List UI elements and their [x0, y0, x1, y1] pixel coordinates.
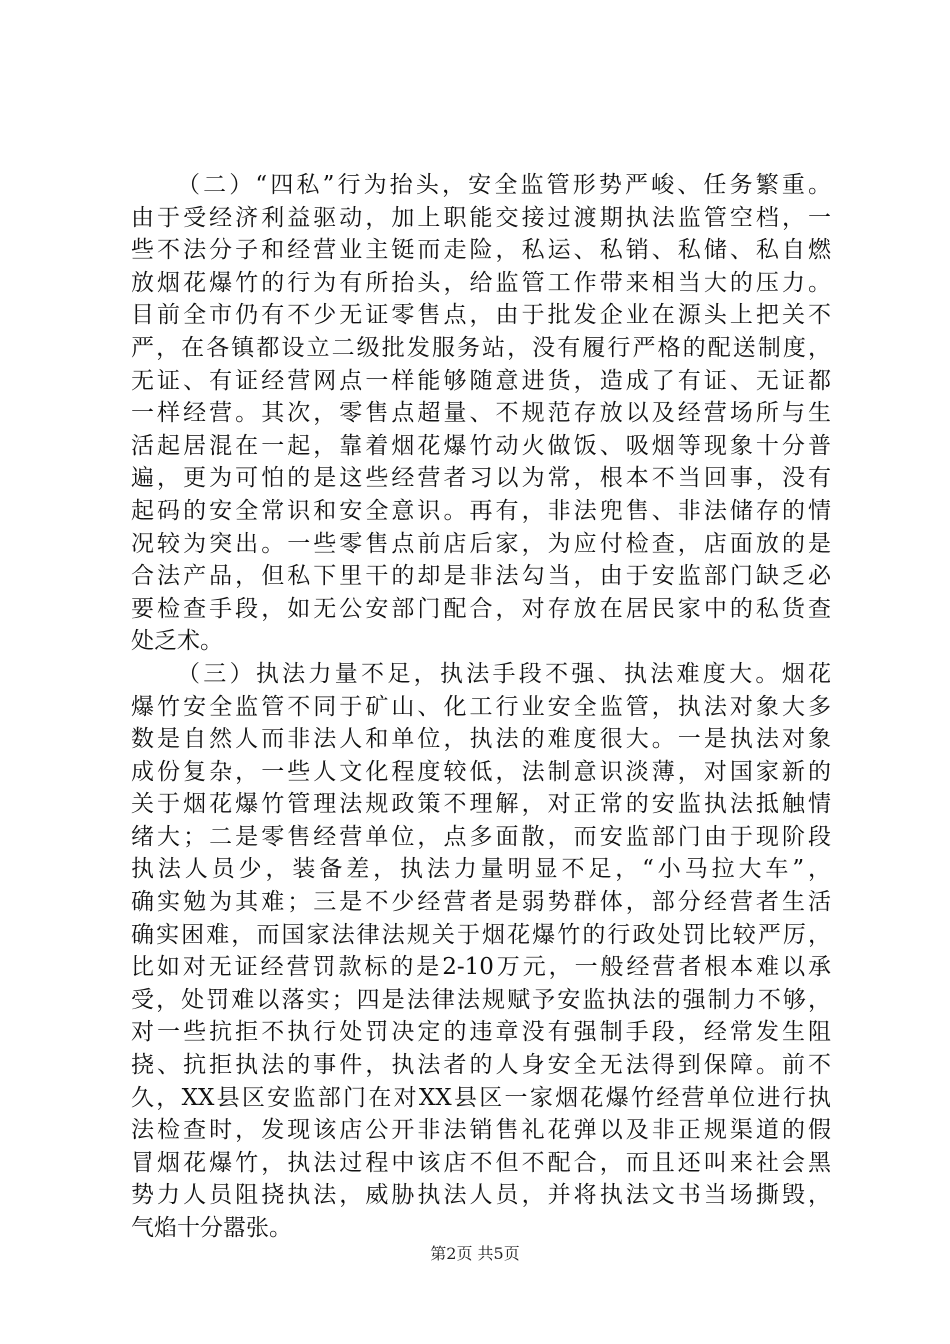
paragraph-line: 遍，更为可怕的是这些经营者习以为常，根本不当回事，没有 — [131, 465, 831, 492]
paragraph-four-private — [131, 169, 831, 658]
paragraph-line: 数是自然人而非法人和单位，执法的难度很大。一是执法对象 — [131, 726, 831, 753]
paragraph-line: 法检查时，发现该店公开非法销售礼花弹以及非正规渠道的假 — [131, 1117, 831, 1144]
paragraph-line: 关于烟花爆竹管理法规政策不理解，对正常的安监执法抵触情 — [131, 791, 831, 818]
paragraph-line: 绪大；二是零售经营单位，点多面散，而安监部门由于现阶段 — [131, 823, 831, 850]
paragraph-line: 势力人员阻挠执法，威胁执法人员，并将执法文书当场撕毁， — [131, 1182, 831, 1209]
paragraph-line: 严，在各镇都设立二级批发服务站，没有履行严格的配送制度， — [131, 334, 831, 361]
paragraph-line: 目前全市仍有不少无证零售点，由于批发企业在源头上把关不 — [131, 302, 831, 329]
paragraph-enforcement — [131, 658, 831, 1245]
paragraph-line: 确实困难，而国家法律法规关于烟花爆竹的行政处罚比较严厉， — [131, 921, 831, 948]
paragraph-line: 确实勉为其难；三是不少经营者是弱势群体，部分经营者生活 — [131, 889, 831, 916]
paragraph-line: 挠、抗拒执法的事件，执法者的人身安全无法得到保障。前不 — [131, 1052, 831, 1079]
paragraph-line: 执法人员少，装备差，执法力量明显不足，“小马拉大车”， — [131, 856, 831, 883]
paragraph-line: 起码的安全常识和安全意识。再有，非法兜售、非法储存的情 — [131, 497, 831, 524]
paragraph-line: 爆竹安全监管不同于矿山、化工行业安全监管，执法对象大多 — [131, 693, 831, 720]
paragraph-line: 对一些抗拒不执行处罚决定的违章没有强制手段，经常发生阻 — [131, 1019, 831, 1046]
paragraph-line: 由于受经济利益驱动，加上职能交接过渡期执法监管空档，一 — [131, 204, 831, 231]
paragraph-line: （二）“四私”行为抬头，安全监管形势严峻、任务繁重。 — [177, 172, 831, 198]
paragraph-line: 久，XX县区安监部门在对XX县区一家烟花爆竹经营单位进行执 — [131, 1084, 831, 1111]
paragraph-line: 些不法分子和经营业主铤而走险，私运、私销、私储、私自燃 — [131, 237, 831, 264]
paragraph-line: 成份复杂，一些人文化程度较低，法制意识淡薄，对国家新的 — [131, 758, 831, 785]
paragraph-line: 受，处罚难以落实；四是法律法规赋予安监执法的强制力不够， — [131, 986, 831, 1013]
paragraph-line: 气焰十分嚣张。 — [131, 1215, 292, 1241]
paragraph-line: （三）执法力量不足，执法手段不强、执法难度大。烟花 — [177, 660, 831, 687]
paragraph-line: 处乏术。 — [131, 628, 223, 655]
page-number-footer: 第2页 共5页 — [430, 1244, 520, 1263]
document-body — [131, 169, 831, 1245]
paragraph-line: 无证、有证经营网点一样能够随意进货，造成了有证、无证都 — [131, 367, 831, 394]
paragraph-line: 况较为突出。一些零售点前店后家，为应付检查，店面放的是 — [131, 530, 831, 557]
paragraph-line: 放烟花爆竹的行为有所抬头，给监管工作带来相当大的压力。 — [131, 269, 831, 296]
paragraph-line: 一样经营。其次，零售点超量、不规范存放以及经营场所与生 — [131, 400, 831, 427]
paragraph-line: 冒烟花爆竹，执法过程中该店不但不配合，而且还叫来社会黑 — [131, 1149, 831, 1176]
paragraph-line: 要检查手段，如无公安部门配合，对存放在居民家中的私货查 — [131, 595, 831, 622]
paragraph-line: 合法产品，但私下里干的却是非法勾当，由于安监部门缺乏必 — [131, 563, 831, 590]
paragraph-line: 活起居混在一起，靠着烟花爆竹动火做饭、吸烟等现象十分普 — [131, 432, 831, 459]
paragraph-line: 比如对无证经营罚款标的是2-10万元，一般经营者根本难以承 — [131, 954, 831, 981]
